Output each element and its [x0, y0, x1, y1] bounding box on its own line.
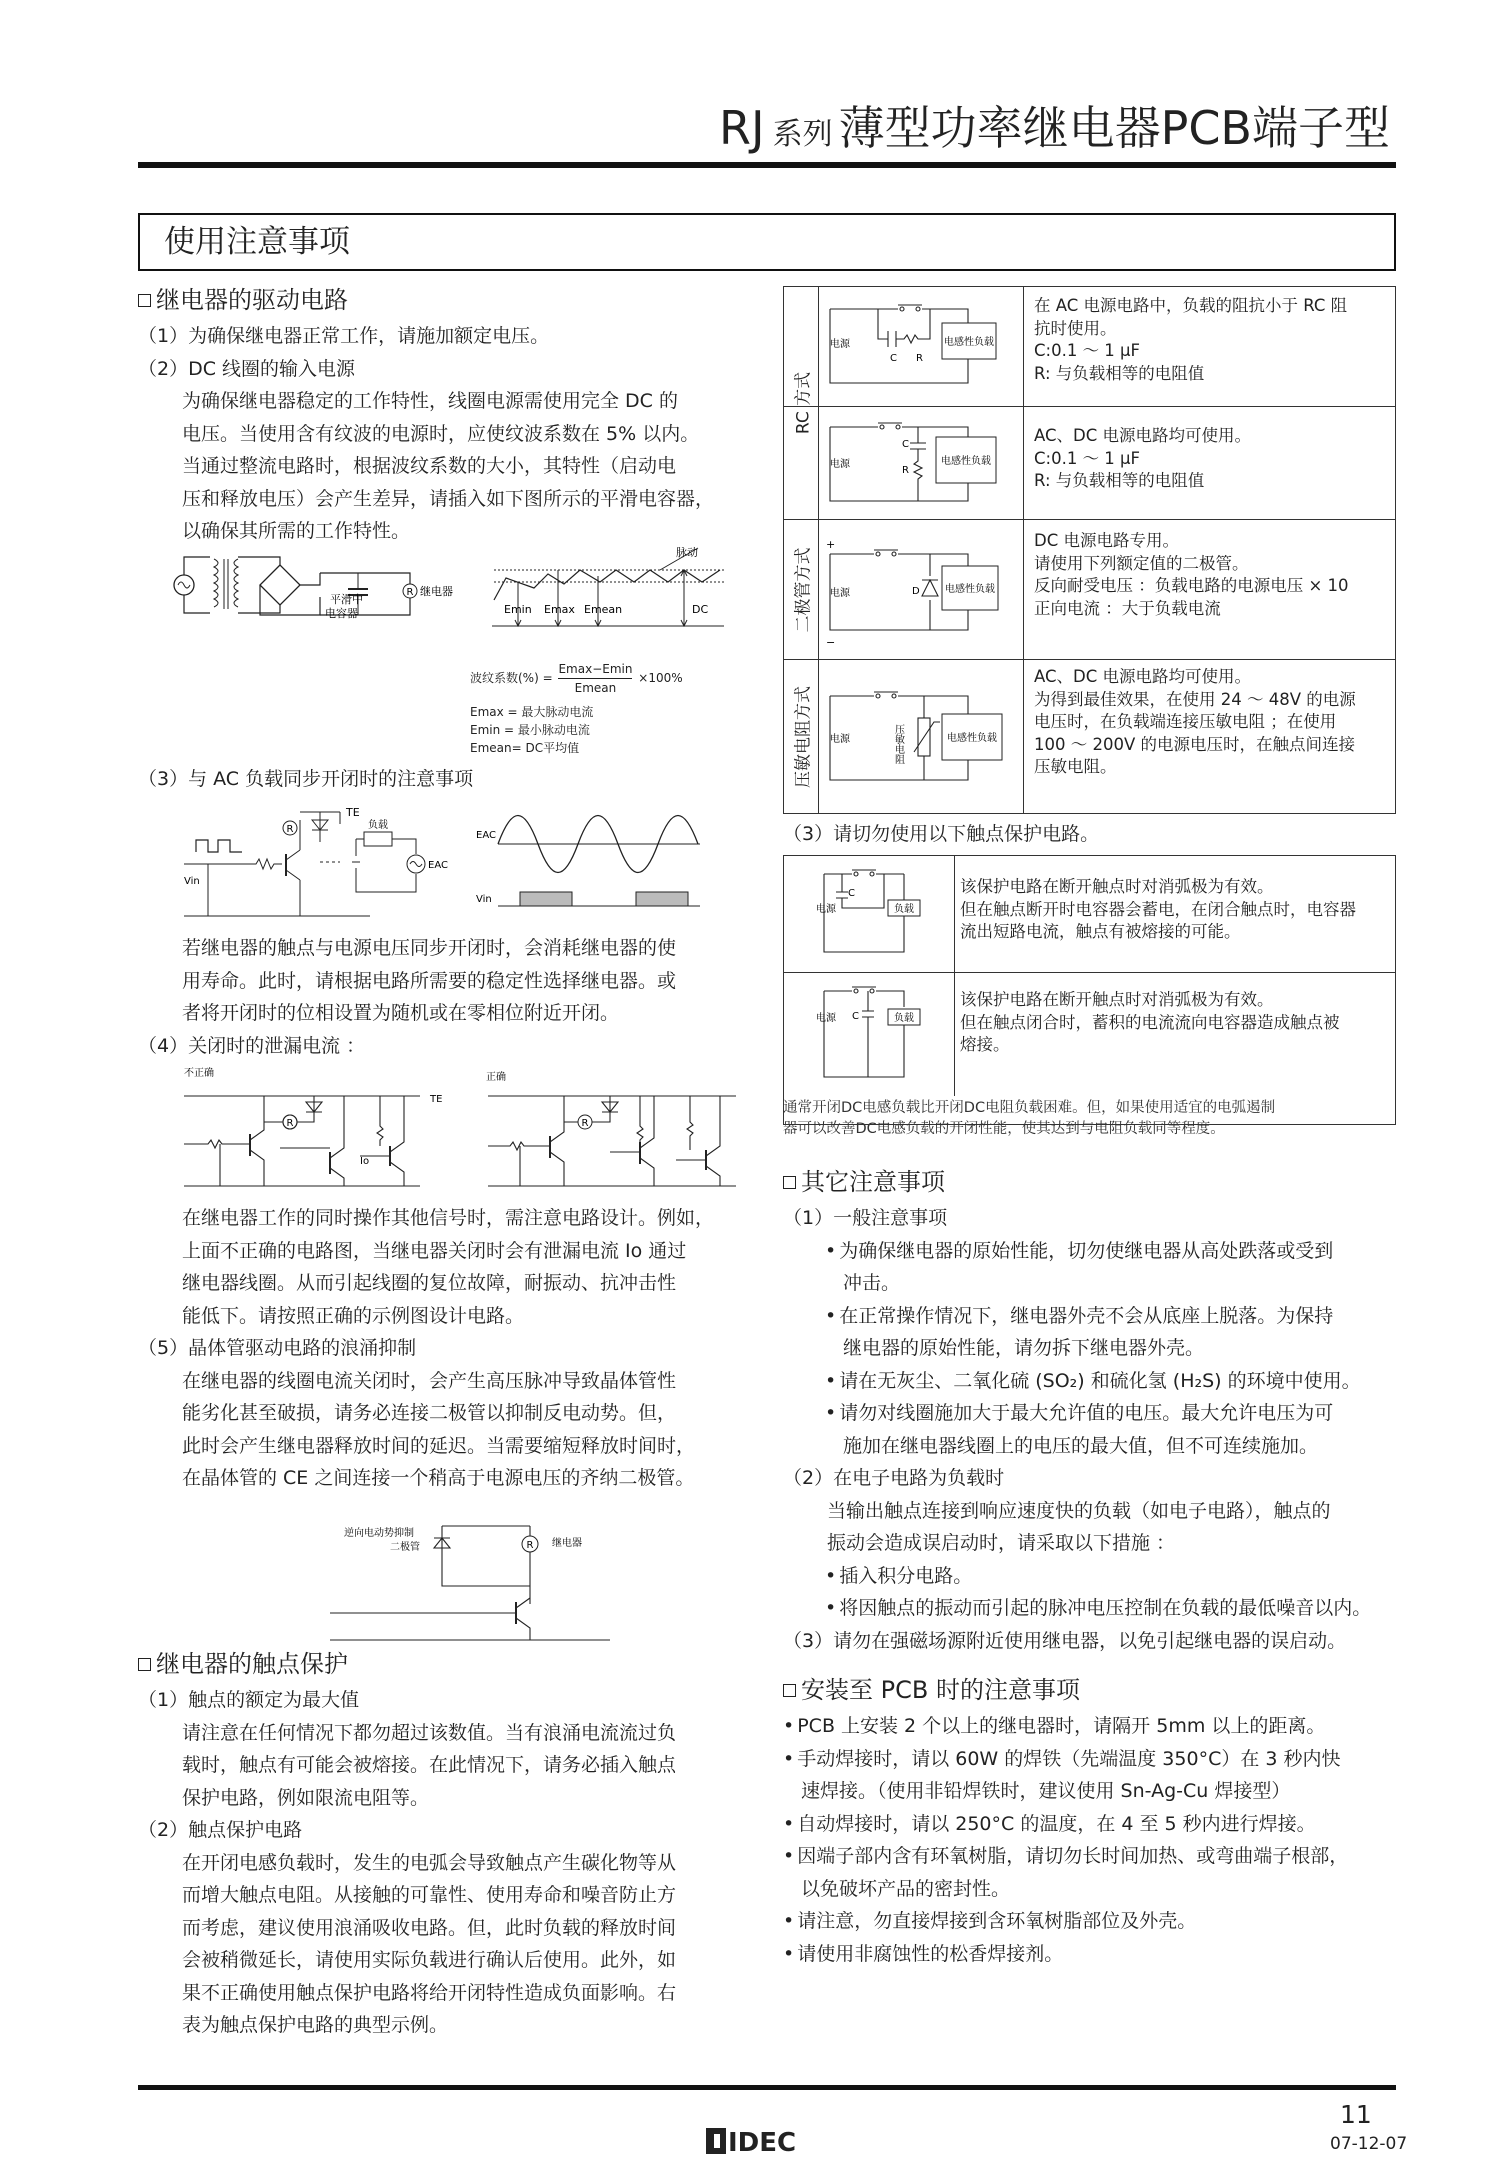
contact-text-line: 而增大触点电阻。从接触的可靠性、使用寿命和噪音防止方: [182, 1884, 677, 1906]
pcb-bullet: • 手动焊接时，请以 60W 的焊铁（先端温度 350°C）在 3 秒内快: [783, 1743, 1348, 1776]
contact-text-line: 在开闭电感负载时，发生的电弧会导致触点产生碳化物等从: [182, 1851, 677, 1874]
drive-text-line: 此时会产生继电器释放时间的延迟。当需要缩短释放时间时，: [182, 1434, 696, 1457]
protection-circuit-table: [783, 286, 1396, 814]
varistor-circuit: [818, 660, 1024, 814]
table-row: [784, 973, 1395, 1096]
other-bullet: • 为确保继电器的原始性能，切勿使继电器从高处跌落或受到: [783, 1235, 1371, 1268]
desc-line: R: 与负载相等的电阻值: [1034, 471, 1205, 490]
contact-text-line: 保护电路，例如限流电阻等。: [182, 1786, 430, 1809]
pcb-bullet: • 请注意，勿直接焊接到含环氧树脂部位及外壳。: [783, 1905, 1348, 1938]
desc-line: 反向耐受电压 ：负载电路的电源电压 × 10: [1034, 576, 1349, 595]
pcb-bullet: • 自动焊接时，请以 250°C 的温度，在 4 至 5 秒内进行焊接。: [783, 1808, 1348, 1841]
fig1-relay-label: 继电器: [420, 585, 453, 598]
fig3-vin: Vin: [184, 876, 200, 887]
page-number: 11: [1340, 2100, 1372, 2129]
fig4-r-wrong: R: [286, 1118, 294, 1129]
series-code: RJ: [719, 101, 765, 155]
other-item-1: （1）一般注意事项: [783, 1207, 948, 1229]
desc-line: 100 ～ 200V 的电源电压时，在触点间连接: [1034, 734, 1356, 754]
fig4-wrong-label: 不正确: [184, 1068, 214, 1079]
method-label: RC 方式: [793, 371, 814, 435]
fig2-emean: Emean: [584, 603, 623, 616]
drive-item-2: （2）DC 线圈的输入电源: [138, 357, 356, 380]
drive-heading: 继电器的驱动电路: [138, 280, 714, 320]
protection-desc: [1034, 530, 1349, 620]
contact-item-1: （1）触点的额定为最大值: [138, 1689, 360, 1711]
contact-section: [138, 1644, 676, 2042]
fig3-vin-wave: Vin: [476, 894, 492, 905]
circuit-load: 负载: [894, 904, 914, 915]
table-row: [784, 287, 1395, 406]
drive-item-3-heading: [138, 763, 473, 796]
contact-text-line: 请注意在任何情况下都勿超过该数值。当有浪涌电流流过负: [182, 1721, 677, 1744]
fig5-relay-label: 继电器: [552, 1538, 582, 1549]
desc-line: DC 电源电路专用。: [1034, 531, 1179, 550]
formula-def: Emean= DC平均值: [470, 741, 580, 755]
other-item-3: （3）请勿在强磁场源附近使用继电器，以免引起继电器的误启动。: [783, 1629, 1347, 1652]
table-row: [784, 856, 1395, 973]
circuit-varistor: 压敏电阻: [892, 724, 904, 764]
circuit-r: R: [902, 465, 909, 476]
circuit-source: 电源: [830, 339, 850, 350]
circuit-minus: −: [826, 636, 836, 649]
circuit-r: R: [916, 353, 923, 364]
other-bullet: • 在正常操作情况下，继电器外壳不会从底座上脱落。为保持: [783, 1300, 1371, 1333]
circuit-d: D: [912, 586, 920, 597]
fig5-diode-label-2: 二极管: [390, 1542, 420, 1553]
revision-date: 07-12-07: [1330, 2134, 1408, 2154]
drive-text-line: 在继电器的线圈电流关闭时，会产生高压脉冲导致晶体管性: [182, 1369, 677, 1392]
pcb-bullet-cont: 以免破坏产品的密封性。: [801, 1877, 1011, 1900]
note-line: 器可以改善DC电感负载的开闭性能，使其达到与电阻负载同等程度。: [783, 1121, 1225, 1137]
other-bullet: • 请在无灰尘、二氧化硫 (SO₂) 和硫化氢 (H₂S) 的环境中使用。: [783, 1365, 1371, 1398]
pcb-bullet: • PCB 上安装 2 个以上的继电器时，请隔开 5mm 以上的距离。: [783, 1710, 1348, 1743]
avoid-desc: [960, 876, 1356, 944]
desc-line: AC、DC 电源电路均可使用。: [1034, 667, 1251, 686]
other-item-2: （2）在电子电路为负载时: [783, 1467, 1005, 1489]
drive-item-4: （4）关闭时的泄漏电流 ：: [138, 1034, 366, 1057]
other-text-line: 振动会造成误启动时，请采取以下措施 ：: [827, 1532, 1176, 1554]
contact-text-line: 载时，触点有可能会被熔接。在此情况下，请务必插入触点: [182, 1754, 677, 1776]
desc-line: 为得到最佳效果，在使用 24 ～ 48V 的电源: [1034, 689, 1356, 709]
avoid-desc: [960, 989, 1340, 1057]
circuit-source: 电源: [830, 459, 850, 470]
contact-text-line: 而考虑，建议使用浪涌吸收电路。但，此时负载的释放时间: [182, 1916, 677, 1939]
pcb-section: [783, 1670, 1348, 1970]
desc-line: 流出短路电流，触点有被熔接的可能。: [960, 922, 1241, 941]
fig2-dc: DC: [692, 603, 709, 616]
pcb-bullet: • 请使用非腐蚀性的松香焊接剂。: [783, 1938, 1348, 1971]
fig3-eac-wave: EAC: [476, 830, 496, 841]
logo-text: IDEC: [728, 2128, 797, 2156]
formula-numerator: Emax−Emin: [558, 660, 632, 679]
drive-text-line: 在晶体管的 CE 之间连接一个稍高于电源电压的齐纳二极管。: [182, 1467, 695, 1489]
drive-item-4-5: [138, 1202, 714, 1495]
drive-item-5: （5）晶体管驱动电路的浪涌抑制: [138, 1337, 417, 1359]
fig3-eac: EAC: [428, 860, 448, 871]
desc-line: 该保护电路在断开触点时对消弧极为有效。: [960, 990, 1274, 1009]
desc-line: 正向电流 ：大于负载电流: [1034, 598, 1221, 618]
formula-denominator: Emean: [574, 681, 617, 695]
desc-line: AC、DC 电源电路均可使用。: [1034, 426, 1251, 445]
fig3-r: R: [286, 824, 294, 835]
drive-text-line: 压和释放电压）会产生差异，请插入如下图所示的平滑电容器，: [182, 487, 715, 510]
table-row: [784, 519, 1395, 660]
desc-line: 请使用下列额定值的二极管。: [1034, 553, 1249, 573]
other-bullet-cont: 继电器的原始性能，请勿拆下继电器外壳。: [843, 1337, 1205, 1359]
drive-text-line: 若继电器的触点与电源电压同步开闭时，会消耗继电器的使: [182, 937, 677, 959]
contact-item-2: （2）触点保护电路: [138, 1819, 303, 1841]
drive-item-3: （3）与 AC 负载同步开闭时的注意事项: [138, 768, 474, 790]
fig3-load: 负载: [368, 820, 388, 831]
avoid-circuit-1: [784, 856, 955, 972]
circuit-c: C: [848, 888, 855, 899]
fig3-te: TE: [346, 806, 360, 819]
avoid-heading-wrap: [783, 818, 1099, 851]
method-label-cell: [784, 519, 819, 660]
desc-line: C:0.1 ～ 1 µF: [1034, 341, 1141, 360]
surge-suppression-figure: [330, 1522, 610, 1642]
formula-def: Emax = 最大脉动电流: [470, 705, 594, 719]
desc-line: 但在触点断开时电容器会蓄电，在闭合触点时，电容器: [960, 899, 1356, 919]
fig2-pulse-label: 脉动: [676, 546, 698, 559]
drive-text-line: 上面不正确的电路图，当继电器关闭时会有泄漏电流 Io 通过: [182, 1239, 687, 1262]
drive-text-line: 用寿命。此时，请根据电路所需要的稳定性选择继电器。或: [182, 969, 677, 992]
drive-text-line: 在继电器工作的同时操作其他信号时，需注意电路设计。例如，: [182, 1207, 715, 1229]
formula-lhs: 波纹系数(%) =: [470, 671, 553, 685]
fig2-emax: Emax: [544, 603, 575, 616]
protection-desc: [1034, 295, 1347, 385]
series-word: 系列: [772, 117, 833, 152]
contact-text-line: 会被稍微延长，请使用实际负载进行确认后使用。此外，如: [182, 1949, 677, 1971]
desc-line: 在 AC 电源电路中，负载的阻抗小于 RC 阻: [1034, 296, 1348, 315]
avoid-circuit-table: [783, 855, 1396, 1125]
method-label-cell: [784, 659, 819, 814]
circuit-load: 电感性负载: [941, 456, 991, 467]
circuit-load: 负载: [894, 1013, 914, 1024]
circuit-load: 电感性负载: [945, 584, 995, 595]
circuit-load: 电感性负载: [944, 337, 994, 348]
avoid-heading: （3）请切勿使用以下触点保护电路。: [783, 823, 1100, 845]
avoid-note: [783, 1098, 1275, 1140]
drive-text-line: 电压。当使用含有纹波的电源时，应使纹波系数在 5% 以内。: [182, 422, 700, 445]
contact-text-line: 表为触点保护电路的典型示例。: [182, 2014, 449, 2036]
note-line: 通常开闭DC电感负载比开闭DC电阻负载困难。但，如果使用适宜的电弧遏制: [783, 1100, 1276, 1116]
drive-section: [138, 280, 714, 548]
pcb-bullet-cont: 速焊接。（使用非铅焊铁时，建议使用 Sn-Ag-Cu 焊接型）: [801, 1780, 1291, 1802]
desc-line: 熔接。: [960, 1035, 1010, 1054]
fig4-r-right: R: [581, 1118, 589, 1129]
circuit-source: 电源: [816, 904, 836, 915]
circuit-source: 电源: [830, 734, 850, 745]
header-rule: [138, 162, 1396, 168]
ac-sync-circuit-figure: [180, 802, 700, 922]
circuit-c: C: [852, 1011, 859, 1022]
desc-line: 抗时使用。: [1034, 318, 1117, 338]
desc-line: 该保护电路在断开触点时对消弧极为有效。: [960, 877, 1274, 896]
protection-desc: [1034, 666, 1356, 779]
circuit-c: C: [902, 439, 909, 450]
other-heading: 其它注意事项: [783, 1162, 1371, 1202]
rc-circuit-1: [818, 287, 1024, 406]
fig2-emin: Emin: [504, 603, 532, 616]
circuit-source: 电源: [816, 1013, 836, 1024]
page-title: 薄型功率继电器PCB端子型: [838, 101, 1390, 155]
rectifier-circuit-figure: [170, 545, 470, 635]
desc-line: 压敏电阻。: [1034, 757, 1117, 776]
fig4-io: Io: [360, 1156, 370, 1167]
pcb-bullet: • 因端子部内含有环氧树脂，请切勿长时间加热、或弯曲端子根部，: [783, 1840, 1348, 1873]
drive-item-3-body: [138, 932, 676, 1062]
section-title: 使用注意事项: [164, 224, 350, 260]
method-label: 二极管方式: [793, 547, 814, 633]
drive-item-1: （1）为确保继电器正常工作，请施加额定电压。: [138, 325, 550, 347]
rc-circuit-2: [818, 407, 1024, 520]
section-title-box: [138, 213, 1396, 271]
circuit-source: 电源: [830, 588, 850, 599]
idec-logo: [706, 2124, 824, 2156]
avoid-circuit-2: [784, 973, 955, 1096]
ripple-waveform-figure: [488, 540, 738, 640]
formula-def: Emin = 最小脉动电流: [470, 723, 590, 737]
drive-text-line: 以确保其所需的工作特性。: [182, 520, 411, 542]
fig5-r: R: [526, 1540, 534, 1551]
pcb-heading: 安装至 PCB 时的注意事项: [783, 1670, 1348, 1710]
circuit-load: 电感性负载: [947, 733, 997, 744]
other-bullet-cont: 施加在继电器线圈上的电压的最大值，但不可连续施加。: [843, 1434, 1319, 1457]
drive-text-line: 当通过整流电路时，根据波纹系数的大小，其特性（启动电: [182, 455, 677, 477]
drive-text-line: 能低下。请按照正确的示例图设计电路。: [182, 1304, 525, 1327]
circuit-c: C: [890, 353, 897, 364]
ripple-formula: [470, 660, 683, 757]
drive-text-line: 者将开闭时的位相设置为随机或在零相位附近开闭。: [182, 1002, 620, 1024]
method-label-cell: [784, 287, 819, 519]
other-bullet: • 将因触点的振动而引起的脉冲电压控制在负载的最低噪音以内。: [783, 1592, 1371, 1625]
desc-line: 但在触点闭合时，蓄积的电流流向电容器造成触点被: [960, 1012, 1340, 1032]
footer-rule: [138, 2085, 1396, 2090]
desc-line: C:0.1 ～ 1 µF: [1034, 448, 1141, 468]
diode-circuit: [818, 520, 1024, 660]
fig4-right-label: 正确: [486, 1072, 506, 1083]
desc-line: R: 与负载相等的电阻值: [1034, 363, 1205, 383]
other-bullet: • 插入积分电路。: [783, 1560, 1371, 1593]
method-label: 压敏电阻方式: [793, 686, 814, 788]
fig1-relay-r: R: [406, 587, 414, 598]
drive-text-line: 继电器线圈。从而引起线圈的复位故障，耐振动、抗冲击性: [182, 1272, 677, 1294]
contact-text-line: 果不正确使用触点保护电路将给开闭特性造成负面影响。右: [182, 1981, 677, 2004]
formula-tail: ×100%: [638, 671, 683, 685]
leakage-circuit-figure: [180, 1066, 740, 1196]
table-row: [784, 406, 1395, 520]
other-bullet: • 请勿对线圈施加大于最大允许值的电压。最大允许电压为可: [783, 1397, 1371, 1430]
fig1-cap-label: 平滑中: [330, 593, 363, 606]
protection-desc: [1034, 425, 1251, 493]
drive-text-line: 为确保继电器稳定的工作特性，线圈电源需使用完全 DC 的: [182, 390, 678, 412]
contact-heading: 继电器的触点保护: [138, 1644, 676, 1684]
other-section: [783, 1162, 1371, 1657]
drive-text-line: 能劣化甚至破损，请务必连接二极管以抑制反电动势。但，: [182, 1402, 677, 1424]
fig5-diode-label: 逆向电动势抑制: [344, 1528, 414, 1539]
desc-line: 电压时，在负载端连接压敏电阻 ；在使用: [1034, 712, 1337, 731]
fig4-te: TE: [430, 1094, 443, 1105]
circuit-plus: +: [826, 538, 836, 551]
other-text-line: 当输出触点连接到响应速度快的负载（如电子电路），触点的: [827, 1499, 1331, 1522]
page-header: [690, 100, 1390, 163]
table-row: [784, 659, 1395, 814]
other-bullet-cont: 冲击。: [843, 1272, 901, 1294]
fig1-cap-label-2: 电容器: [325, 607, 358, 620]
